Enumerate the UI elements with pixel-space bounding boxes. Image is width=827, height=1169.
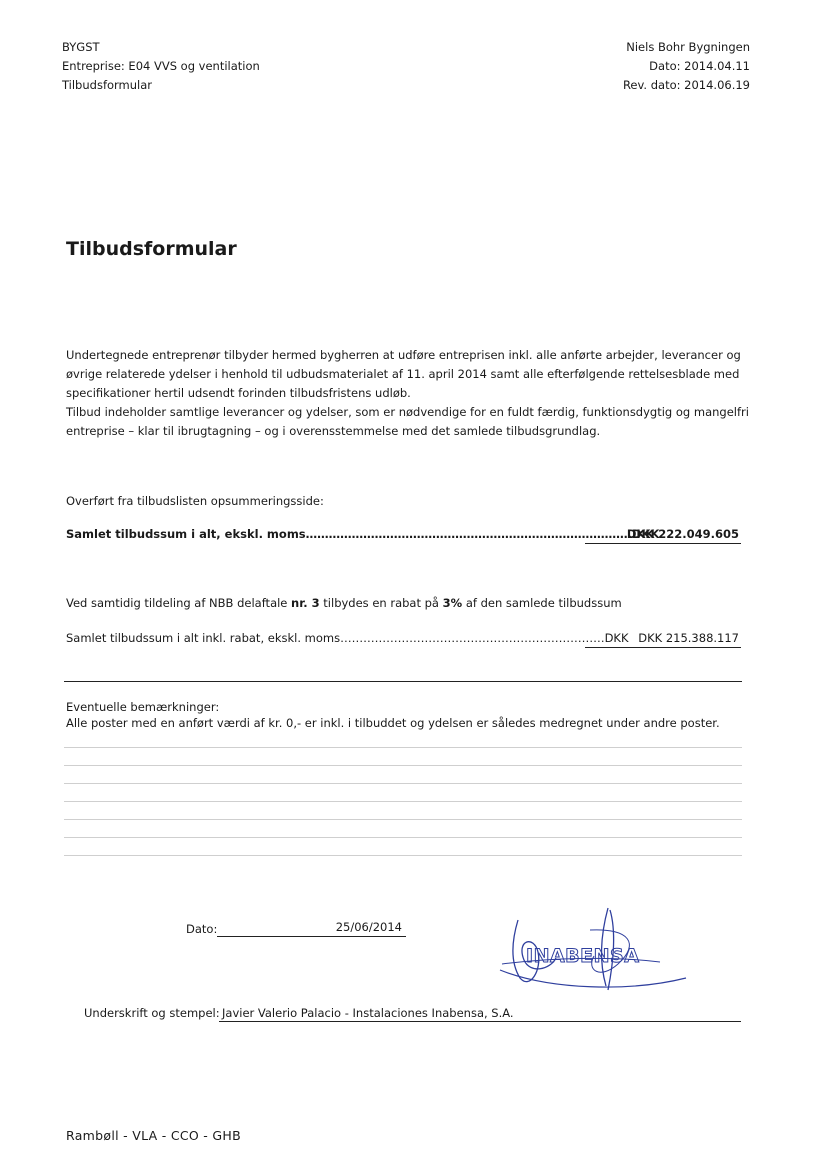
remarks-line — [64, 837, 742, 838]
header-org: BYGST — [62, 40, 100, 54]
remarks-line — [64, 783, 742, 784]
intro-text-2: Tilbud indeholder samtlige leverancer og ydelser, som er nødvendige for en fuldt færdig, funktionsdygtig og mangelfri entreprise – klar til ibrugtagning – og i overensstemmelse med det samlede tilbudsgrundlag. — [66, 405, 749, 438]
header-contract: Entreprise: E04 VVS og ventilation — [62, 59, 260, 73]
transfer-label: Overført fra tilbudslisten opsummeringsside: — [66, 494, 324, 508]
header-date: Dato: 2014.04.11 — [649, 59, 750, 73]
remarks-line — [64, 855, 742, 856]
signature-underline — [219, 1021, 741, 1022]
date-value: 25/06/2014 — [335, 920, 402, 934]
intro-paragraph — [66, 346, 756, 441]
signature-label: Underskrift og stempel: — [84, 1006, 220, 1020]
date-label: Dato: — [186, 922, 218, 936]
header-building: Niels Bohr Bygningen — [626, 40, 750, 54]
discount-percent: 3% — [442, 596, 463, 610]
header-rev-date: Rev. dato: 2014.06.19 — [622, 78, 750, 92]
remarks-text: Alle poster med en anført værdi af kr. 0,- er inkl. i tilbuddet og ydelsen er således medregnet under andre poster. — [66, 716, 720, 730]
header-doc-name: Tilbudsformular — [62, 78, 153, 92]
total-label: Samlet tilbudssum i alt, ekskl. moms………………………………………………………………………….DKK — [66, 527, 660, 541]
date-underline — [217, 936, 406, 937]
discount-agreement-number: nr. 3 — [291, 596, 320, 610]
header-right — [623, 38, 750, 95]
discount-text-1: Ved samtidig tildeling af NBB delaftale — [66, 596, 292, 610]
remarks-line — [64, 819, 742, 820]
footer: Rambøll - VLA - CCO - GHB — [66, 1128, 241, 1143]
page-title: Tilbudsformular — [66, 238, 237, 260]
discount-total-label: Samlet tilbudssum i alt inkl. rabat, ekskl. moms……………………………………………………………DKK — [66, 631, 629, 645]
discount-text-2: tilbydes en rabat på — [319, 596, 443, 610]
remarks-line — [64, 747, 742, 748]
section-divider — [64, 681, 742, 682]
remarks-line — [64, 801, 742, 802]
total-value: DKK 222.049.605 — [626, 527, 739, 541]
header-left — [62, 38, 260, 95]
total-underline — [585, 543, 741, 544]
intro-text-1: Undertegnede entreprenør tilbyder hermed bygherren at udføre entreprisen inkl. alle anførte arbejder, leverancer og øvrige relaterede ydelser i henhold til udbudsmaterialet af 11. april 2014 samt alle efterfølgende rettelsesblade med specifikationer hertil udsendt forinden tilbudsfristens udløb. — [66, 348, 741, 400]
signature-stamp — [490, 900, 700, 1000]
remarks-line — [64, 765, 742, 766]
discount-total-underline — [585, 647, 741, 648]
signature-stamp-graphic — [490, 900, 700, 1000]
signature-value: Javier Valerio Palacio - Instalaciones Inabensa, S.A. — [222, 1006, 514, 1020]
stamp-text: INABENSA — [526, 945, 640, 967]
discount-total-value: DKK 215.388.117 — [638, 631, 739, 645]
remarks-label: Eventuelle bemærkninger: — [66, 700, 220, 714]
discount-text-3: af den samlede tilbudssum — [462, 596, 622, 610]
discount-line — [66, 596, 622, 610]
